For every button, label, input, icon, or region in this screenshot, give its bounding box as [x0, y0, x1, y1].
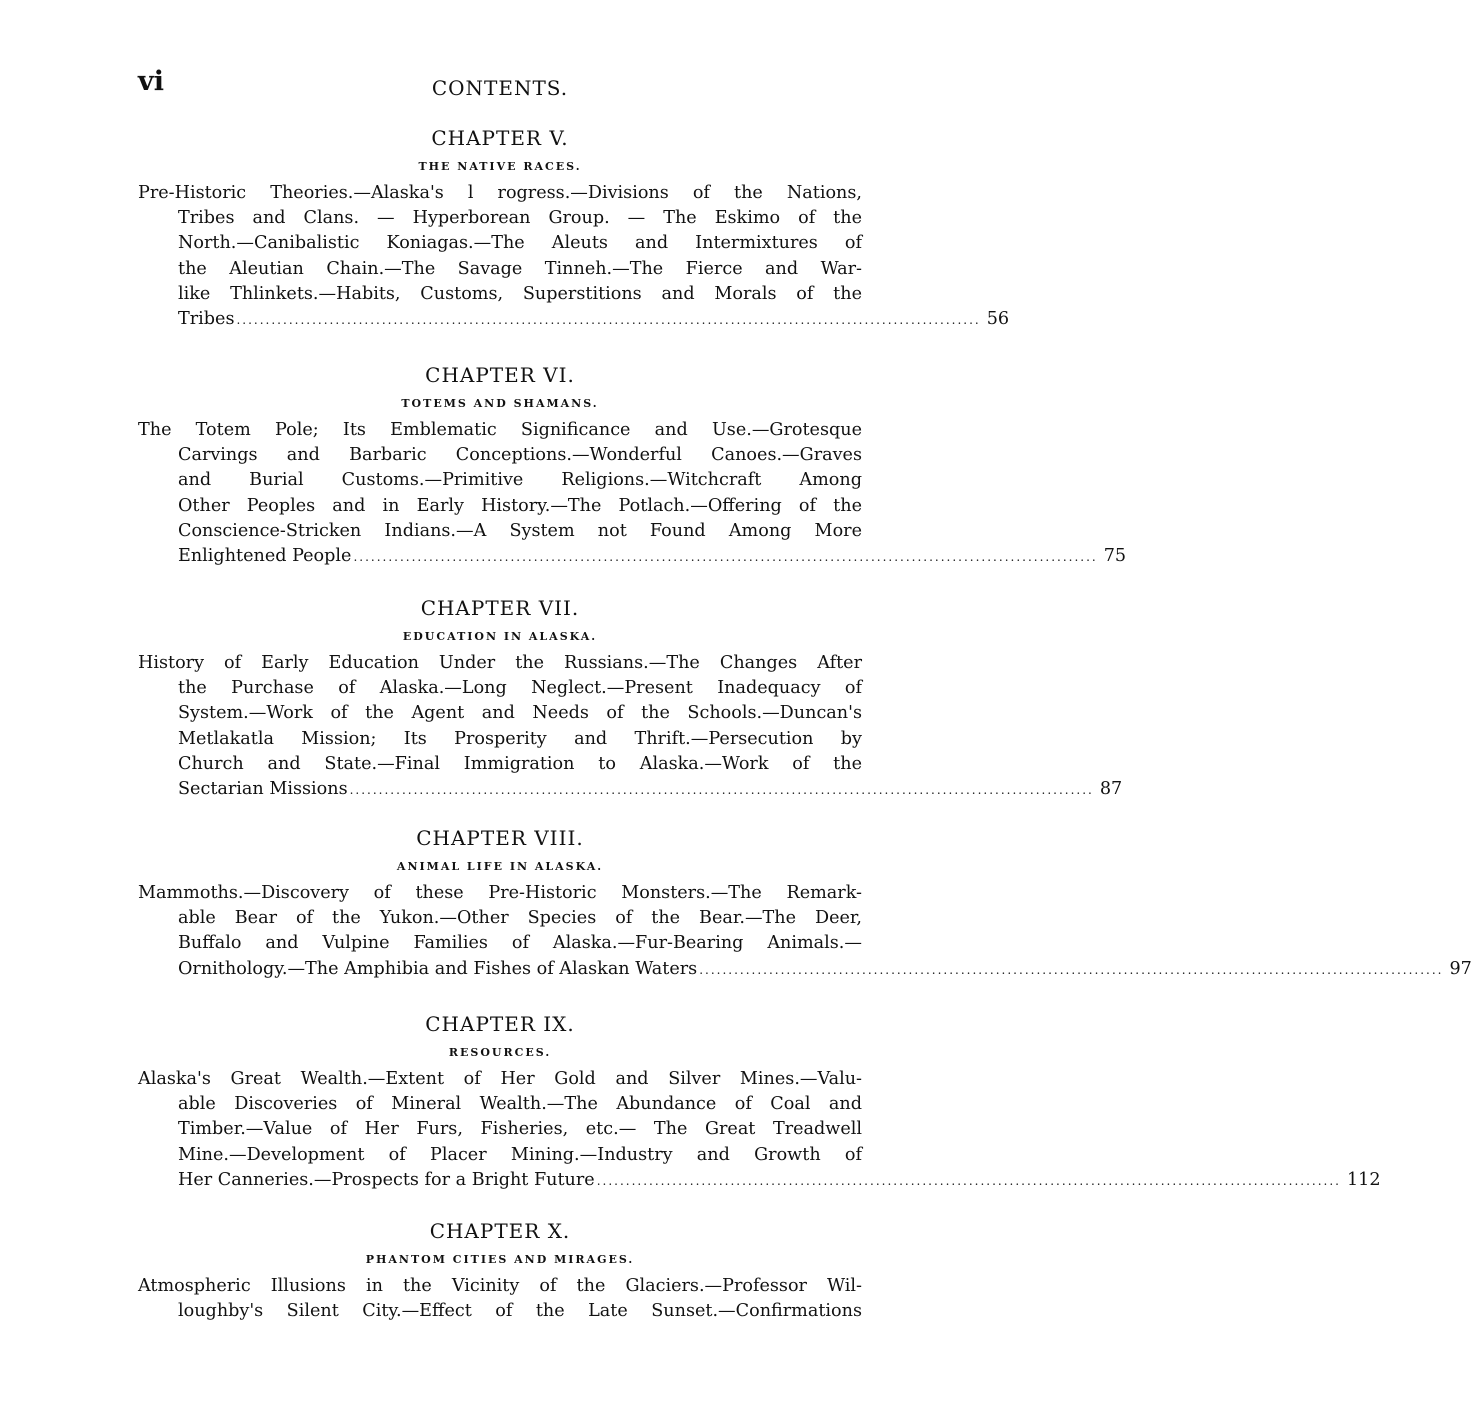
dot-leader: ................................................................................................................................ — [236, 313, 981, 328]
chapter-entry-ix — [138, 1012, 1381, 1194]
chapter-subtitle: TOTEMS AND SHAMANS. — [401, 397, 599, 410]
summary-line: The Totem Pole; Its Emblematic Significance and Use.—Grotesque — [138, 420, 862, 440]
summary-line: Tribes — [178, 309, 235, 330]
summary-line-final — [138, 1168, 1381, 1194]
summary-line: Alaska's Great Wealth.—Extent of Her Gold and Silver Mines.—Valu- — [138, 1069, 862, 1089]
chapter-entry-x — [138, 1219, 862, 1324]
summary-line: North.—Canibalistic Koniagas.—The Aleuts and Intermixtures of — [178, 233, 862, 254]
summary-line: Timber.—Value of Her Furs, Fisheries, etc.— The Great Treadwell — [178, 1119, 862, 1140]
summary-line: the Aleutian Chain.—The Savage Tinneh.—The Fierce and War- — [178, 258, 862, 279]
summary-line: Metlakatla Mission; Its Prosperity and Thrift.—Persecution by — [178, 728, 862, 749]
chapter-entry-v — [138, 126, 1010, 333]
chapter-title: CHAPTER VII. — [420, 596, 580, 620]
summary-line: Carvings and Barbaric Conceptions.—Wonderful Canoes.—Graves — [178, 445, 862, 466]
summary-line: System.—Work of the Agent and Needs of the Schools.—Duncan's — [178, 703, 862, 724]
summary-line: Other Peoples and in Early History.—The Potlach.—Offering of the — [178, 495, 862, 516]
page-header — [138, 66, 862, 106]
chapter-summary — [138, 418, 1127, 570]
summary-line-final — [138, 957, 1472, 983]
chapter-entry-viii — [138, 826, 1472, 983]
summary-line-final — [138, 777, 1123, 803]
page-reference: 56 — [986, 309, 1010, 330]
chapter-entry-vi — [138, 363, 1127, 570]
chapter-title: CHAPTER VI. — [425, 363, 575, 387]
page-reference: 75 — [1103, 546, 1127, 567]
chapter-summary — [138, 651, 1123, 803]
summary-line: History of Early Education Under the Russians.—The Changes After — [138, 653, 862, 673]
summary-line: the Purchase of Alaska.—Long Neglect.—Present Inadequacy of — [178, 678, 862, 699]
summary-line: Atmospheric Illusions in the Vicinity of the Glaciers.—Professor Wil- — [138, 1276, 862, 1296]
chapter-summary — [138, 1274, 862, 1324]
summary-line: Ornithology.—The Amphibia and Fishes of Alaskan Waters — [178, 958, 698, 979]
dot-leader: ................................................................................................................................ — [596, 1173, 1341, 1188]
summary-line: Buffalo and Vulpine Families of Alaska.—Fur-Bearing Animals.— — [178, 933, 862, 954]
page-reference: 112 — [1346, 1169, 1381, 1190]
dot-leader: ................................................................................................................................ — [699, 962, 1444, 977]
chapter-title: CHAPTER V. — [431, 126, 569, 150]
chapter-subtitle: EDUCATION IN ALASKA. — [402, 630, 598, 643]
summary-line-final — [138, 544, 1127, 570]
dot-leader: ................................................................................................................................ — [349, 783, 1094, 798]
chapter-title: CHAPTER VIII. — [416, 826, 584, 850]
chapter-subtitle: ANIMAL LIFE IN ALASKA. — [396, 860, 604, 873]
chapter-subtitle: RESOURCES. — [448, 1046, 552, 1059]
chapter-summary — [138, 1067, 1381, 1194]
summary-line: Pre-Historic Theories.—Alaska's l rogress.—Divisions of the Nations, — [138, 183, 862, 203]
summary-line: able Discoveries of Mineral Wealth.—The Abundance of Coal and — [178, 1094, 862, 1115]
chapter-title: CHAPTER IX. — [425, 1012, 575, 1036]
summary-line: and Burial Customs.—Primitive Religions.—Witchcraft Among — [178, 470, 862, 491]
summary-line: Conscience-Stricken Indians.—A System not Found Among More — [178, 520, 862, 541]
summary-line: Mine.—Development of Placer Mining.—Industry and Growth of — [178, 1144, 862, 1165]
chapter-entry-vii — [138, 596, 1123, 803]
running-head: CONTENTS. — [431, 76, 569, 100]
summary-line: Church and State.—Final Immigration to Alaska.—Work of the — [178, 753, 862, 774]
summary-line: Mammoths.—Discovery of these Pre-Historic Monsters.—The Remark- — [138, 883, 862, 903]
summary-line: Sectarian Missions — [178, 779, 348, 800]
chapter-summary — [138, 181, 1010, 333]
page-number: vi — [138, 66, 164, 97]
chapter-subtitle: THE NATIVE RACES. — [418, 160, 582, 173]
page-reference: 97 — [1449, 958, 1472, 979]
chapter-title: CHAPTER X. — [429, 1219, 571, 1243]
summary-line: Her Canneries.—Prospects for a Bright Future — [178, 1169, 595, 1190]
chapter-subtitle: PHANTOM CITIES AND MIRAGES. — [365, 1253, 635, 1266]
summary-line: Enlightened People — [178, 546, 352, 567]
summary-line: like Thlinkets.—Habits, Customs, Superstitions and Morals of the — [178, 283, 862, 304]
chapter-summary — [138, 881, 1472, 983]
page-reference: 87 — [1099, 779, 1123, 800]
summary-line: loughby's Silent City.—Effect of the Late Sunset.—Confirmations — [178, 1301, 862, 1322]
summary-line: Tribes and Clans. — Hyperborean Group. — The Eskimo of the — [178, 208, 862, 229]
summary-line-final — [138, 307, 1010, 333]
summary-line: able Bear of the Yukon.—Other Species of the Bear.—The Deer, — [178, 908, 862, 929]
dot-leader: ................................................................................................................................ — [353, 550, 1098, 565]
